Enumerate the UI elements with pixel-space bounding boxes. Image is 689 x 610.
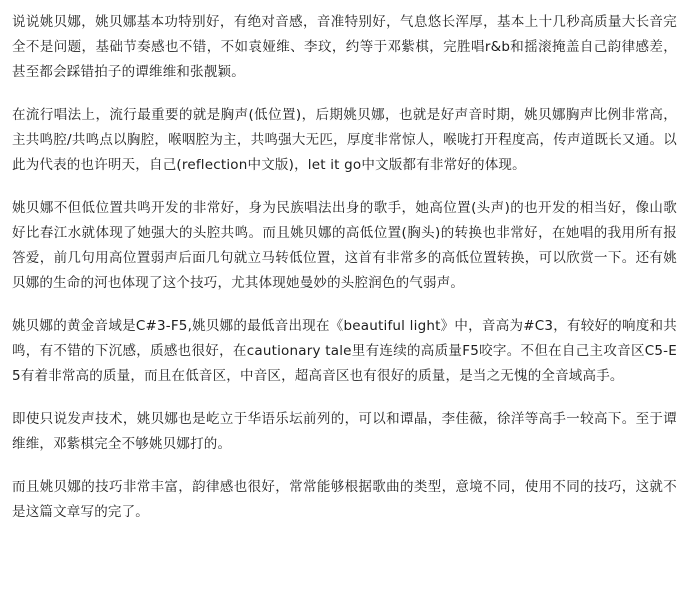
paragraph: 姚贝娜的黄金音域是C#3-F5,姚贝娜的最低音出现在《beautiful light》中，音高为#C3，有较好的响度和共鸣，有不错的下沉感，质感也很好，在cautionary tale里有连续的高质量F5咬字。不但在自己主攻音区C5-E5有着非常高的质量，而且在低音区，中音区，超高音区也有很好的质量，是当之无愧的全音域高手。 (12, 318, 677, 384)
paragraph: 说说姚贝娜，姚贝娜基本功特别好，有绝对音感，音准特别好，气息悠长浑厚，基本上十几秒高质量大长音完全不是问题，基础节奏感也不错，不如袁娅维、李玟，约等于邓紫棋，完胜唱r&b和摇滚掩盖自己韵律感差，甚至都会踩错拍子的谭维维和张靓颖。 (12, 14, 677, 80)
paragraph: 在流行唱法上，流行最重要的就是胸声(低位置)，后期姚贝娜，也就是好声音时期，姚贝娜胸声比例非常高，主共鸣腔/共鸣点以胸腔，喉咽腔为主，共鸣强大无匹，厚度非常惊人，喉咙打开程度高，传声道既长又通。以此为代表的也许明天，自己(reflection中文版)，let it go中文版都有非常好的体现。 (12, 107, 677, 173)
paragraph: 而且姚贝娜的技巧非常丰富，韵律感也很好，常常能够根据歌曲的类型，意境不同，使用不同的技巧，这就不是这篇文章写的完了。 (12, 479, 677, 520)
paragraph: 即使只说发声技术，姚贝娜也是屹立于华语乐坛前列的，可以和谭晶，李佳薇，徐洋等高手一较高下。至于谭维维，邓紫棋完全不够姚贝娜打的。 (12, 411, 677, 452)
paragraph: 姚贝娜不但低位置共鸣开发的非常好，身为民族唱法出身的歌手，她高位置(头声)的也开发的相当好，像山歌好比春江水就体现了她强大的头腔共鸣。而且姚贝娜的高低位置(胸头)的转换也非常好，在她唱的我用所有报答爱，前几句用高位置弱声后面几句就立马转低位置，这首有非常多的高低位置转换，可以欣赏一下。还有姚贝娜的生命的河也体现了这个技巧，尤其体现她曼妙的头腔润色的气弱声。 (12, 200, 677, 291)
